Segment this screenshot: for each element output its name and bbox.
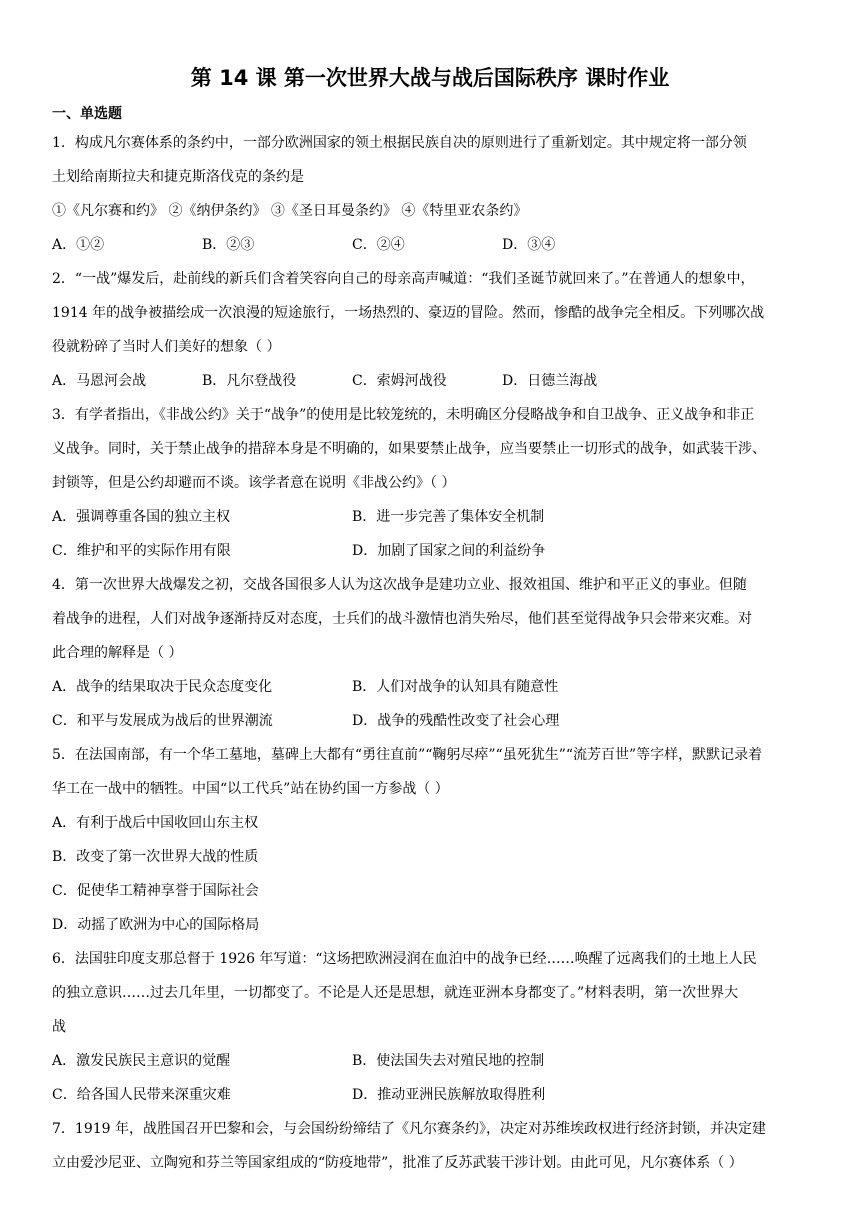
option-d: D．战争的残酷性改变了社会心理 — [352, 713, 560, 729]
question-3-stem-line: 义战争。同时，关于禁止战争的措辞本身是不明确的，如果要禁止战争，应当要禁止一切形式的战争，如武装干涉、 — [52, 441, 766, 457]
option-b: B．进一步完善了集体安全机制 — [352, 509, 545, 525]
question-3-options-cd — [52, 534, 808, 568]
option-c: C．给各国人民带来深重灾难 — [52, 1087, 231, 1103]
question-6-options-ab — [52, 1044, 808, 1078]
option-b: B．②③ — [202, 237, 255, 253]
question-2-stem-line: 役就粉碎了当时人们美好的想象（ ） — [52, 339, 281, 355]
option-c: C．索姆河战役 — [352, 373, 447, 389]
question-6-stem-line: 6．法国驻印度支那总督于 1926 年写道：“这场把欧洲浸润在血泊中的战争已经……唤醒了远离我们的土地上人民 — [52, 951, 757, 967]
option-b: B．改变了第一次世界大战的性质 — [52, 849, 259, 865]
question-5 — [52, 738, 808, 942]
question-2-options — [52, 364, 808, 398]
option-c: C．②④ — [352, 237, 405, 253]
page-title: 第 14 课 第一次世界大战与战后国际秩序 课时作业 — [190, 66, 670, 90]
question-4-stem-line: 着战争的进程，人们对战争逐渐持反对态度，士兵们的战斗激情也消失殆尽，他们甚至觉得战争只会带来灾难。对 — [52, 611, 752, 627]
question-3-options-ab — [52, 500, 808, 534]
option-d: D．加剧了国家之间的利益纷争 — [352, 543, 546, 559]
option-a: A．有利于战后中国收回山东主权 — [52, 815, 259, 831]
option-c: C．和平与发展成为战后的世界潮流 — [52, 713, 273, 729]
question-4-stem-line: 此合理的解释是（ ） — [52, 645, 183, 661]
question-6-stem-line: 的独立意识……过去几年里，一切都变了。不论是人还是思想，就连亚洲本身都变了。”材料表明，第一次世界大 — [52, 985, 739, 1001]
option-d: D．日德兰海战 — [502, 373, 598, 389]
question-6-stem-line: 战 — [52, 1019, 66, 1035]
section-heading: 一、单选题 — [52, 106, 122, 122]
option-a: A．马恩河会战 — [52, 373, 147, 389]
option-d: D．③④ — [502, 237, 556, 253]
option-a: A．激发民族民主意识的觉醒 — [52, 1053, 231, 1069]
question-7-stem-line: 立由爱沙尼亚、立陶宛和芬兰等国家组成的“防疫地带”，批准了反苏武装干涉计划。由此可见，凡尔赛体系（ ） — [52, 1155, 743, 1171]
question-2-stem-line: 2．“一战”爆发后，赴前线的新兵们含着笑容向自己的母亲高声喊道：“我们圣诞节就回来了。”在普通人的想象中， — [52, 271, 755, 287]
question-5-stem-line: 5．在法国南部，有一个华工墓地，墓碑上大都有“勇往直前”“鞠躬尽瘁”“虽死犹生”“流芳百世”等字样，默默记录着 — [52, 747, 763, 763]
question-7-stem-line: 7．1919 年，战胜国召开巴黎和会，与会国纷纷缔结了《凡尔赛条约》，决定对苏维埃政权进行经济封锁，并决定建 — [52, 1121, 766, 1137]
question-1-items: ①《凡尔赛和约》 ②《纳伊条约》 ③《圣日耳曼条约》 ④《特里亚农条约》 — [52, 203, 528, 219]
question-3-stem-line: 封锁等，但是公约却避而不谈。该学者意在说明《非战公约》（ ） — [52, 475, 456, 491]
question-1-stem-line: 1．构成凡尔赛体系的条约中，一部分欧洲国家的领土根据民族自决的原则进行了重新划定。其中规定将一部分领 — [52, 135, 747, 151]
question-6-options-cd — [52, 1078, 808, 1112]
question-1-stem-line: 土划给南斯拉夫和捷克斯洛伐克的条约是 — [52, 169, 304, 185]
question-7 — [52, 1112, 808, 1180]
question-1-options — [52, 228, 808, 262]
question-4-stem-line: 4．第一次世界大战爆发之初，交战各国很多人认为这次战争是建功立业、报效祖国、维护和平正义的事业。但随 — [52, 577, 747, 593]
question-4 — [52, 568, 808, 738]
question-4-options-ab — [52, 670, 808, 704]
option-c: C．维护和平的实际作用有限 — [52, 543, 231, 559]
option-b: B．凡尔登战役 — [202, 373, 297, 389]
question-list — [52, 126, 808, 1180]
option-a: A．强调尊重各国的独立主权 — [52, 509, 231, 525]
option-a: A．战争的结果取决于民众态度变化 — [52, 679, 273, 695]
option-d: D．推动亚洲民族解放取得胜利 — [352, 1087, 546, 1103]
option-b: B．人们对战争的认知具有随意性 — [352, 679, 559, 695]
option-a: A．①② — [52, 237, 105, 253]
question-6 — [52, 942, 808, 1112]
question-2-stem-line: 1914 年的战争被描绘成一次浪漫的短途旅行，一场热烈的、豪迈的冒险。然而，惨酷的战争完全相反。下列哪次战 — [52, 305, 765, 321]
option-c: C．促使华工精神享誉于国际社会 — [52, 883, 259, 899]
question-2 — [52, 262, 808, 398]
option-b: B．使法国失去对殖民地的控制 — [352, 1053, 545, 1069]
question-3-stem-line: 3．有学者指出，《非战公约》关于“战争”的使用是比较笼统的，未明确区分侵略战争和自卫战争、正义战争和非正 — [52, 407, 755, 423]
option-d: D．动摇了欧洲为中心的国际格局 — [52, 917, 260, 933]
question-5-stem-line: 华工在一战中的牺牲。中国“以工代兵”站在协约国一方参战（ ） — [52, 781, 449, 797]
question-1 — [52, 126, 808, 262]
question-4-options-cd — [52, 704, 808, 738]
question-3 — [52, 398, 808, 568]
